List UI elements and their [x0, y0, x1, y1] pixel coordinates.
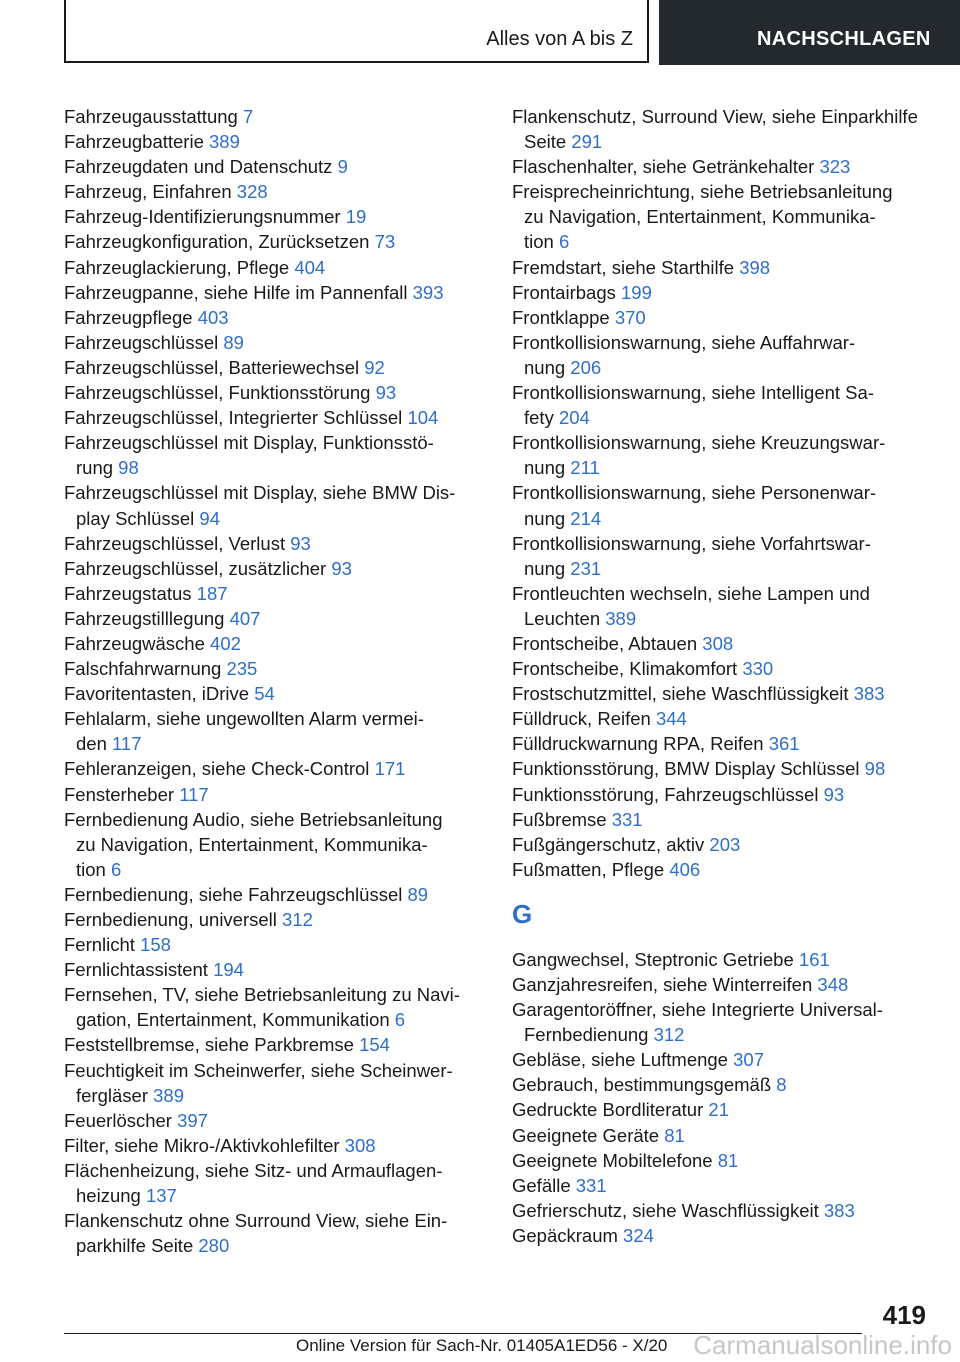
- index-entry-term: Fahrzeugstilllegung: [64, 607, 225, 629]
- index-entry-term: Fremdstart, siehe Starthilfe: [512, 256, 735, 278]
- index-letter-heading: G: [512, 898, 533, 929]
- index-entry-page-link[interactable]: 171: [374, 758, 406, 780]
- index-entry-page-link[interactable]: 291: [571, 131, 603, 153]
- index-entry-page-link[interactable]: 187: [196, 582, 228, 604]
- index-entry: [512, 731, 937, 756]
- index-entry-term: Fahrzeugschlüssel, Integrierter Schlüssel: [64, 407, 403, 429]
- index-entry-term: Fahrzeugschlüssel mit Display, Funktionsstö- rung: [64, 432, 434, 479]
- index-entry: [512, 1097, 937, 1122]
- index-entry: [64, 255, 476, 280]
- index-entry: [512, 104, 937, 154]
- index-entry-page-link[interactable]: 89: [223, 331, 244, 353]
- index-entry-term: Frontkollisionswarnung, siehe Intelligent Sa- fety: [512, 382, 874, 429]
- index-entry: [512, 154, 937, 179]
- index-entry-term: Fahrzeugschlüssel, zusätzlicher: [64, 557, 327, 579]
- index-entry-term: Favoritentasten, iDrive: [64, 683, 250, 705]
- index-entry-page-link[interactable]: 348: [817, 974, 849, 995]
- index-entry-page-link[interactable]: 404: [294, 256, 326, 278]
- index-entry-page-link[interactable]: 398: [739, 256, 771, 278]
- index-entry-page-link[interactable]: 8: [776, 1074, 787, 1096]
- index-entry-term: Fußbremse: [512, 808, 607, 830]
- index-entry-page-link[interactable]: 280: [198, 1235, 230, 1257]
- index-entry-term: Fahrzeugstatus: [64, 582, 192, 604]
- index-entry-term: Frontkollisionswarnung, siehe Vorfahrtswar- nung: [512, 532, 871, 579]
- index-entry-term: Gebläse, siehe Luftmenge: [512, 1049, 728, 1071]
- index-entry-page-link[interactable]: 93: [290, 532, 311, 554]
- index-entry-term: Fahrzeugschlüssel mit Display, siehe BMW Dis- play Schlüssel: [64, 482, 456, 529]
- index-entry: [512, 1173, 937, 1198]
- index-entry-term: Fernbedienung Audio, siehe Betriebsanleitung zu Navigation, Entertainment, Kommunika- tion: [64, 808, 443, 880]
- index-entry: [64, 204, 476, 229]
- index-entry-page-link[interactable]: 361: [768, 733, 800, 755]
- index-entry-page-link[interactable]: 7: [242, 106, 254, 127]
- header-chapter-tab: NACHSCHLAGEN: [659, 0, 960, 65]
- index-entry: [512, 179, 937, 254]
- index-entry: [64, 229, 476, 254]
- index-entry: [64, 1208, 476, 1258]
- index-entry-term: Gangwechsel, Steptronic Getriebe: [512, 948, 794, 970]
- index-entry-term: Gepäckraum: [512, 1224, 618, 1246]
- index-entry-page-link[interactable]: 323: [819, 156, 851, 178]
- index-entry: [64, 907, 476, 932]
- index-entry-page-link[interactable]: 9: [337, 156, 348, 178]
- index-entry-page-link[interactable]: 98: [864, 758, 886, 780]
- index-entry-term: Fahrzeuglackierung, Pflege: [64, 256, 290, 278]
- index-entry-page-link[interactable]: 54: [254, 683, 275, 705]
- index-entry-page-link[interactable]: 389: [209, 131, 240, 153]
- index-entry-page-link[interactable]: 389: [153, 1084, 184, 1106]
- index-entry-page-link[interactable]: 93: [375, 382, 397, 404]
- index-entry-page-link[interactable]: 406: [669, 858, 701, 880]
- footer-version-text: Online Version für Sach-Nr. 01405A1ED56 - X/20: [296, 1336, 668, 1355]
- index-entry-term: Fahrzeugwäsche: [64, 632, 205, 654]
- index-entry-term: Fahrzeugpanne, siehe Hilfe im Pannenfall: [64, 281, 408, 303]
- index-entry-term: Fehleranzeigen, siehe Check-Control: [64, 758, 370, 780]
- index-entry: [64, 706, 476, 756]
- index-entry: [512, 380, 937, 430]
- index-entry-term: Frontkollisionswarnung, siehe Auffahrwar- nung: [512, 331, 856, 378]
- index-entry-page-link[interactable]: 206: [570, 356, 602, 378]
- index-entry-page-link[interactable]: 6: [110, 858, 122, 880]
- index-entry-page-link[interactable]: 92: [364, 356, 385, 378]
- index-entry: [512, 756, 937, 781]
- index-entry-page-link[interactable]: 73: [374, 231, 396, 253]
- index-entry: [64, 280, 476, 305]
- header-section-title: Alles von A bis Z: [486, 28, 633, 50]
- index-entry-term: Fahrzeugdaten und Datenschutz: [64, 156, 333, 178]
- index-entry-page-link[interactable]: 312: [282, 909, 313, 930]
- index-entry-page-link[interactable]: 199: [621, 281, 652, 303]
- index-entry-term: Frostschutzmittel, siehe Waschflüssigkeit: [512, 683, 849, 705]
- index-entry-term: Fahrzeug, Einfahren: [64, 181, 232, 203]
- index-entry: [64, 305, 476, 330]
- index-entry: [512, 480, 937, 530]
- index-entry-term: Fernbedienung, universell: [64, 909, 277, 930]
- index-entry: [64, 681, 476, 706]
- index-entry-term: Fußmatten, Pflege: [512, 858, 665, 880]
- index-entry-page-link[interactable]: 6: [558, 231, 570, 253]
- index-entry-page-link[interactable]: 94: [199, 507, 220, 529]
- index-entry-term: Funktionsstörung, BMW Display Schlüssel: [512, 758, 860, 780]
- index-entry-page-link[interactable]: 137: [145, 1185, 177, 1207]
- index-entry: [512, 305, 937, 330]
- index-entry: [512, 681, 937, 706]
- index-entry-page-link[interactable]: 383: [853, 683, 885, 705]
- index-entry-term: Garagentoröffner, siehe Integrierte Universal- Fernbedienung: [512, 999, 883, 1046]
- index-entry-term: Fernlicht: [64, 934, 135, 956]
- index-entry: [512, 1223, 937, 1248]
- index-entry: [512, 706, 937, 731]
- index-entry-term: Frontkollisionswarnung, siehe Personenwar- nung: [512, 482, 877, 529]
- index-entry: [512, 997, 937, 1047]
- index-entry-term: Geeignete Geräte: [512, 1124, 660, 1146]
- index-entry: [64, 631, 476, 656]
- index-entry-term: Fülldruckwarnung RPA, Reifen: [512, 733, 764, 755]
- index-entry: [64, 154, 476, 179]
- index-entry: [512, 330, 937, 380]
- index-entry: [512, 581, 937, 631]
- index-entry-page-link[interactable]: 21: [708, 1099, 729, 1121]
- index-entry-term: Fernsehen, TV, siehe Betriebsanleitung zu Navi- gation, Entertainment, Kommunikation: [64, 984, 460, 1031]
- index-entry: [512, 972, 937, 997]
- index-entry-page-link[interactable]: 402: [210, 632, 241, 654]
- index-entry: [512, 1123, 937, 1148]
- index-entry: [64, 782, 476, 807]
- index-entry: [64, 656, 476, 681]
- index-entry: [512, 656, 937, 681]
- index-entry: [64, 1058, 476, 1108]
- index-entry-term: Fernlichtassistent: [64, 959, 208, 981]
- index-entry: [64, 104, 476, 129]
- index-entry-page-link[interactable]: 204: [558, 407, 590, 429]
- index-entry-term: Feuerlöscher: [64, 1109, 172, 1131]
- index-entry: [512, 430, 937, 480]
- index-entry-page-link[interactable]: 324: [623, 1224, 654, 1246]
- index-entry-term: Fernbedienung, siehe Fahrzeugschlüssel: [64, 883, 403, 905]
- index-entry-term: Fahrzeugpflege: [64, 306, 193, 328]
- index-entry-term: Fensterheber: [64, 783, 175, 805]
- index-entry-term: Frontklappe: [512, 306, 610, 328]
- index-entry-page-link[interactable]: 154: [359, 1034, 390, 1056]
- index-entry-term: Fahrzeugschlüssel: [64, 331, 219, 353]
- index-entry-page-link[interactable]: 393: [412, 281, 444, 303]
- index-entry: [64, 556, 476, 581]
- index-entry-page-link[interactable]: 81: [717, 1149, 739, 1171]
- index-column-left: [64, 104, 476, 1258]
- index-entry-term: Fahrzeug-Identifizierungsnummer: [64, 206, 341, 228]
- index-entry-term: Frontleuchten wechseln, siehe Lampen und Leuchten: [512, 582, 870, 629]
- index-entry: [64, 480, 476, 530]
- index-entry: [64, 1133, 476, 1158]
- index-entry-page-link[interactable]: 330: [742, 658, 774, 680]
- index-column-right: [512, 104, 937, 1248]
- index-entry-term: Gefälle: [512, 1174, 571, 1196]
- index-entry: [512, 782, 937, 807]
- index-entry-term: Flaschenhalter, siehe Getränkehalter: [512, 156, 815, 178]
- index-entry: [64, 882, 476, 907]
- index-entry-term: Freisprecheinrichtung, siehe Betriebsanleitung zu Navigation, Entertainment, Kommunika- tion: [512, 181, 893, 253]
- index-entry-page-link[interactable]: 81: [664, 1124, 685, 1146]
- index-entry-page-link[interactable]: 6: [394, 1009, 406, 1031]
- index-entry-page-link[interactable]: 331: [611, 808, 643, 830]
- index-entry-page-link[interactable]: 308: [344, 1134, 376, 1156]
- index-entry-term: Frontscheibe, Klimakomfort: [512, 658, 738, 680]
- index-entry-page-link[interactable]: 331: [575, 1174, 607, 1196]
- index-entry-page-link[interactable]: 308: [702, 632, 734, 654]
- index-entry-page-link[interactable]: 93: [823, 783, 845, 805]
- index-entry: [64, 581, 476, 606]
- index-entry-term: Filter, siehe Mikro-/Aktivkohlefilter: [64, 1134, 340, 1156]
- index-entry: [64, 330, 476, 355]
- index-entry-term: Gefrierschutz, siehe Waschflüssigkeit: [512, 1199, 819, 1221]
- index-entry-page-link[interactable]: 383: [823, 1199, 855, 1221]
- index-entry-term: Fußgängerschutz, aktiv: [512, 833, 705, 855]
- index-entry: [512, 1047, 937, 1072]
- index-entry-term: Frontscheibe, Abtauen: [512, 632, 698, 654]
- index-entry: [512, 947, 937, 972]
- index-entry-page-link[interactable]: 231: [570, 557, 602, 579]
- index-entry: [512, 1072, 937, 1097]
- index-entry-page-link[interactable]: 194: [213, 959, 244, 981]
- index-entry: [64, 405, 476, 430]
- index-entry: [64, 179, 476, 204]
- index-entry: [64, 531, 476, 556]
- index-entry-page-link[interactable]: 158: [140, 934, 171, 956]
- index-entry-term: Frontkollisionswarnung, siehe Kreuzungswar- nung: [512, 432, 886, 479]
- index-entry: [64, 957, 476, 982]
- index-entry-term: Fahrzeugschlüssel, Funktionsstörung: [64, 382, 371, 404]
- index-entry-page-link[interactable]: 117: [112, 733, 142, 755]
- index-entry-term: Gedruckte Bordliteratur: [512, 1099, 704, 1121]
- index-entry-term: Funktionsstörung, Fahrzeugschlüssel: [512, 783, 819, 805]
- index-entry: [64, 807, 476, 882]
- index-entry: [64, 355, 476, 380]
- index-entry-page-link[interactable]: 235: [226, 658, 258, 680]
- index-entry: [512, 832, 937, 857]
- index-entry: [64, 1158, 476, 1208]
- index-entry-term: Frontairbags: [512, 281, 616, 303]
- index-entry-term: Feststellbremse, siehe Parkbremse: [64, 1034, 354, 1056]
- index-entry-term: Fahrzeugschlüssel, Batteriewechsel: [64, 356, 360, 378]
- index-entry-term: Flankenschutz, Surround View, siehe Einparkhilfe Seite: [512, 106, 918, 153]
- index-entry-page-link[interactable]: 211: [570, 457, 600, 479]
- index-entry-term: Flächenheizung, siehe Sitz- und Armauflagen- heizung: [64, 1159, 443, 1207]
- index-entry-page-link[interactable]: 117: [179, 783, 209, 805]
- index-entry-term: Feuchtigkeit im Scheinwerfer, siehe Scheinwer- fergläser: [64, 1059, 453, 1106]
- index-entry: [512, 807, 937, 832]
- index-entry-page-link[interactable]: 403: [197, 306, 229, 328]
- index-entry-page-link[interactable]: 344: [655, 708, 687, 730]
- index-entry-term: Gebrauch, bestimmungsgemäß: [512, 1074, 772, 1096]
- index-entry-page-link[interactable]: 161: [798, 948, 830, 970]
- index-entry-page-link[interactable]: 98: [118, 457, 139, 479]
- index-entry: [512, 1148, 937, 1173]
- index-entry: [64, 380, 476, 405]
- index-entry-page-link[interactable]: 89: [407, 883, 429, 905]
- index-entry: [64, 982, 476, 1032]
- index-entry-term: Fahrzeugbatterie: [64, 131, 204, 153]
- index-entry-term: Fahrzeugausstattung: [64, 106, 238, 127]
- index-entry-page-link[interactable]: 307: [733, 1049, 764, 1071]
- index-entry: [512, 631, 937, 656]
- index-entry-page-link[interactable]: 104: [407, 407, 439, 429]
- index-entry: [64, 1108, 476, 1133]
- index-entry-page-link[interactable]: 312: [653, 1024, 685, 1046]
- index-entry: [64, 129, 476, 154]
- index-entry-term: Fülldruck, Reifen: [512, 708, 651, 730]
- header-section-box: [64, 0, 649, 63]
- index-entry-page-link[interactable]: 93: [331, 557, 352, 579]
- index-entry: [64, 606, 476, 631]
- index-entry-page-link[interactable]: 19: [345, 206, 367, 228]
- index-entry: [64, 932, 476, 957]
- index-entry-term: Fahrzeugschlüssel, Verlust: [64, 532, 286, 554]
- index-entry-page-link[interactable]: 214: [570, 507, 602, 529]
- index-entry: [512, 255, 937, 280]
- index-entry-term: Ganzjahresreifen, siehe Winterreifen: [512, 974, 813, 995]
- index-entry-page-link[interactable]: 397: [177, 1109, 208, 1131]
- index-entry: [512, 1198, 937, 1223]
- page-number: 419: [882, 1300, 926, 1330]
- index-entry-term: Fahrzeugkonfiguration, Zurücksetzen: [64, 231, 370, 253]
- index-entry: [64, 1032, 476, 1057]
- index-entry: [64, 756, 476, 781]
- index-entry: [512, 280, 937, 305]
- index-entry-page-link[interactable]: 407: [229, 607, 261, 629]
- index-entry-page-link[interactable]: 370: [614, 306, 646, 328]
- index-entry-term: Fehlalarm, siehe ungewollten Alarm vermei- den: [64, 708, 424, 755]
- index-entry-page-link[interactable]: 389: [605, 607, 637, 629]
- footer-watermark: Carmanualsonline.info: [693, 1330, 952, 1360]
- index-entry: [512, 531, 937, 581]
- index-entry-term: Flankenschutz ohne Surround View, siehe Ein- parkhilfe Seite: [64, 1210, 448, 1257]
- index-entry-term: Geeignete Mobiltelefone: [512, 1149, 713, 1171]
- index-entry: [64, 430, 476, 480]
- index-entry-term: Falschfahrwarnung: [64, 658, 222, 680]
- index-entry-page-link[interactable]: 328: [236, 181, 268, 203]
- index-entry: [512, 857, 937, 882]
- index-entry-page-link[interactable]: 203: [709, 833, 741, 855]
